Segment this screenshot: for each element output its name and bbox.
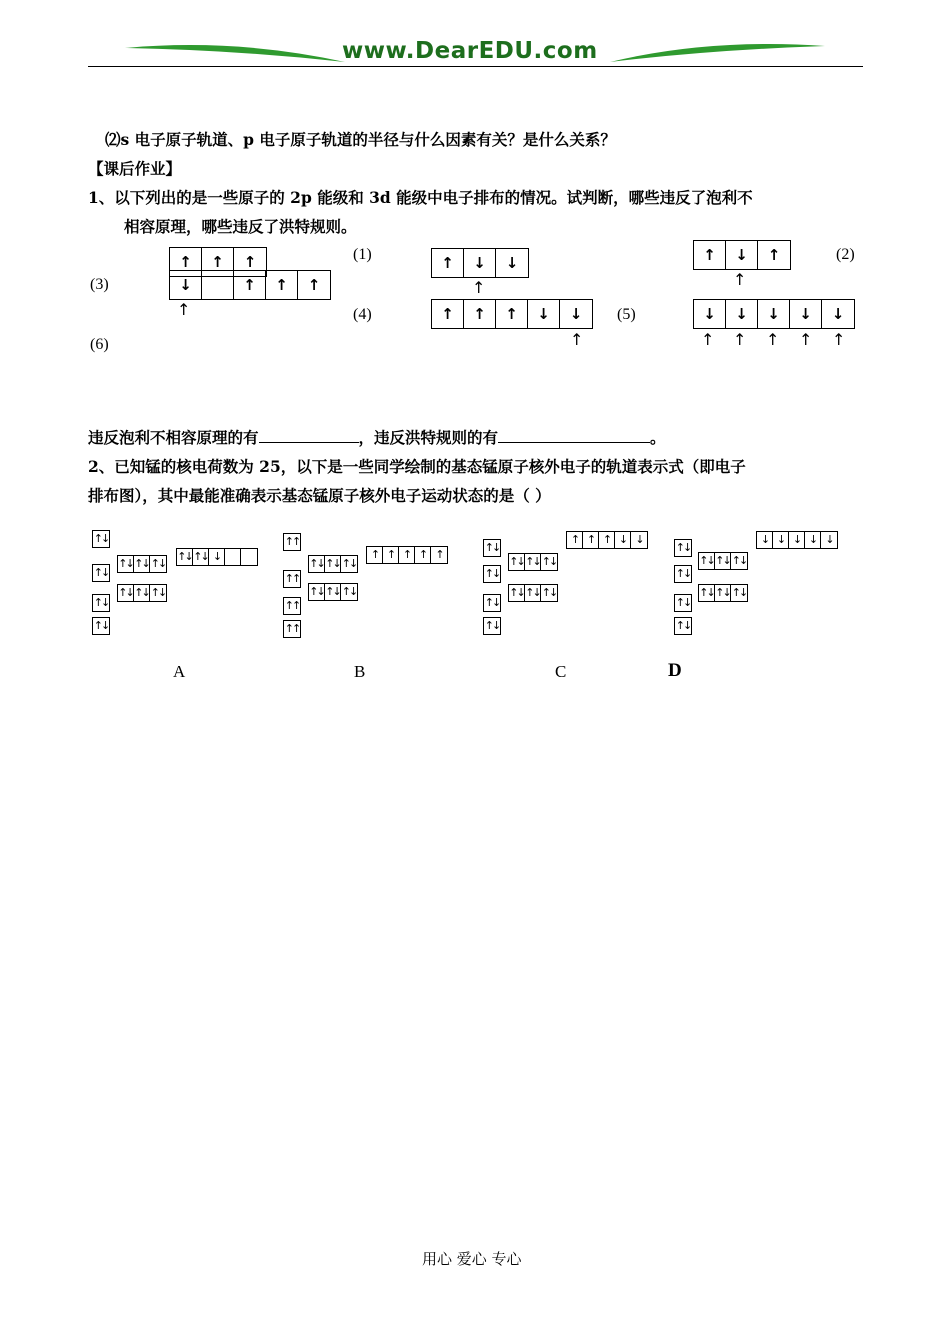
option-b-3p: ↑↓ ↑↓ ↑↓ [308,555,358,573]
question-1-line-2: 相容原理，哪些违反了洪特规则。 [124,217,357,236]
diagram-label-6: (6) [90,336,109,353]
option-b-label: B [354,662,366,681]
option-c-3s: ↑↓ [483,594,501,612]
option-b-2p: ↑↓ ↑↓ ↑↓ [308,583,358,601]
up-arrow-icon: ↑ [243,253,257,271]
option-d-3d: ↓ ↓ ↓ ↓ ↓ [756,531,838,549]
option-b-4s: ↑↑ [283,570,301,588]
up-arrow-icon: ↑ [733,330,747,349]
up-arrow-icon: ↑ [832,330,846,349]
up-arrow-icon: ↑ [202,248,234,276]
option-b-1s: ↑↑ [283,533,301,551]
option-a-3s: ↑↓ [92,594,110,612]
question-2-line-1: 2、已知锰的核电荷数为 25，以下是一些同学绘制的基态锰原子核外电子的轨道表示式（即电子 [88,457,746,476]
answer-hund-blank[interactable] [498,426,650,443]
up-arrow-icon: ↑ [464,300,496,328]
up-arrow-icon: ↑ [694,241,726,269]
option-c-3d: ↑ ↑ ↑ ↓ ↓ [566,531,648,549]
answer-end: 。 [650,428,666,447]
up-arrow-icon: ↑ [766,330,780,349]
down-arrow-icon: ↓ [569,305,583,323]
up-arrow-icon: ↑ [767,246,781,264]
up-arrow-icon: ↑ [307,276,321,294]
up-arrow-icon: ↑ [701,330,715,349]
down-arrow-icon: ↓ [528,300,560,328]
question-previous: ⑵s 电子原子轨道、p 电子原子轨道的半径与什么因素有关？是什么关系？ [105,130,616,149]
down-arrow-icon: ↓ [694,300,726,328]
page-footer: 用心 爱心 专心 [422,1250,522,1268]
up-arrow-icon: ↑ [799,330,813,349]
up-arrow-icon: ↑ [266,271,298,299]
option-a-label: A [173,662,186,681]
up-arrow-icon: ↑ [496,300,528,328]
option-c-1s: ↑↓ [483,539,501,557]
down-arrow-icon: ↓ [726,300,758,328]
option-a-1s: ↑↓ [92,530,110,548]
answer-hund-label: ，违反洪特规则的有 [358,428,499,447]
up-arrow-icon: ↑ [170,248,202,276]
option-d-1s: ↑↓ [674,539,692,557]
option-d-3p: ↑↓ ↑↓ ↑↓ [698,552,748,570]
diagram-label-5: (5) [617,306,636,323]
option-d-label: D [668,660,682,681]
up-arrow-icon: ↑ [733,270,747,289]
option-d-4s: ↑↓ [674,565,692,583]
option-d-2s: ↑↓ [674,617,692,635]
diagram-label-4: (4) [353,306,372,323]
orbital-diagram-5 [693,299,855,329]
option-b-3d: ↑ ↑ ↑ ↑ ↑ [366,546,448,564]
homework-title: 【课后作业】 [88,159,182,178]
option-a-2p: ↑↓ ↑↓ ↑↓ [117,584,167,602]
answer-pauli-blank[interactable] [259,426,359,443]
down-arrow-icon: ↓ [758,300,790,328]
down-arrow-icon: ↓ [464,249,496,277]
diagram-label-1: (1) [353,246,372,263]
option-c-4s: ↑↓ [483,565,501,583]
header-rule [88,66,863,67]
option-b-2s: ↑↑ [283,620,301,638]
up-arrow-icon: ↑ [432,249,464,277]
up-arrow-icon: ↑ [234,271,266,299]
orbital-diagram-4 [431,299,593,329]
up-arrow-icon: ↑ [472,278,486,297]
option-c-2s: ↑↓ [483,617,501,635]
orbital-diagram-3 [169,270,331,300]
option-a-3p: ↑↓ ↑↓ ↑↓ [117,555,167,573]
answer-pauli-label: 违反泡利不相容原理的有 [88,428,259,447]
down-arrow-icon: ↓ [726,241,758,269]
option-c-2p: ↑↓ ↑↓ ↑↓ [508,584,558,602]
down-arrow-icon: ↓ [790,300,822,328]
diagram-label-3: (3) [90,276,109,293]
option-a-4s: ↑↓ [92,564,110,582]
empty-orbital [202,271,234,299]
up-arrow-icon: ↑ [177,300,191,319]
orbital-diagram-2 [693,240,791,270]
option-c-3p: ↑↓ ↑↓ ↑↓ [508,553,558,571]
question-1-line-1: 1、以下列出的是一些原子的 2p 能级和 3d 能级中电子排布的情况。试判断，哪些违反了泡利不 [88,188,753,207]
option-c-label: C [555,662,567,681]
orbital-diagram-top-middle [431,248,529,278]
up-arrow-icon: ↑ [432,300,464,328]
option-a-2s: ↑↓ [92,617,110,635]
site-brand: www.DearEDU.com [342,38,598,64]
down-arrow-icon: ↓ [505,254,519,272]
diagram-label-2: (2) [836,246,855,263]
option-d-3s: ↑↓ [674,594,692,612]
down-arrow-icon: ↓ [170,271,202,299]
option-a-3d: ↑↓ ↑↓ ↓ [176,548,258,566]
up-arrow-icon: ↑ [570,330,584,349]
down-arrow-icon: ↓ [831,305,845,323]
option-b-3s: ↑↑ [283,597,301,615]
question-2-line-2: 排布图），其中最能准确表示基态锰原子核外电子运动状态的是（ ） [88,486,551,505]
answer-line [88,426,666,448]
option-d-2p: ↑↓ ↑↓ ↑↓ [698,584,748,602]
